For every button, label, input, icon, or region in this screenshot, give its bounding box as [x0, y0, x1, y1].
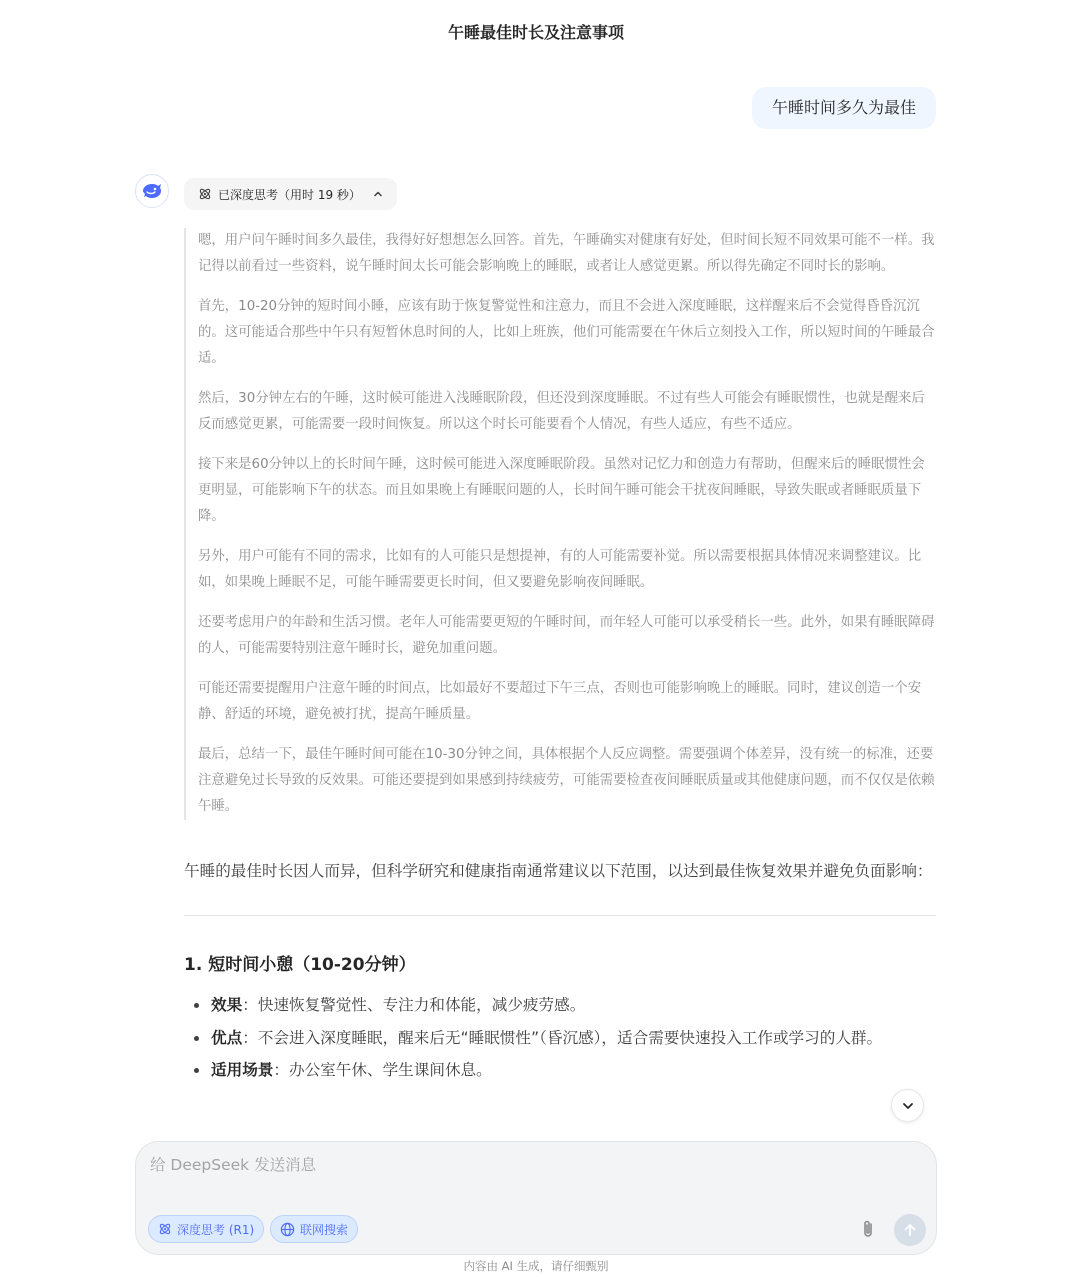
- thinking-toggle[interactable]: [184, 178, 397, 210]
- item-text: 办公室午休、学生课间休息。: [289, 1061, 492, 1079]
- thinking-paragraph: 另外，用户可能有不同的需求，比如有的人可能只是想提神，有的人可能需要补觉。所以需要根据具体情况来调整建议。比如，如果晚上睡眠不足，可能午睡需要更长时间，但又要避免影响夜间睡眠。: [198, 549, 922, 590]
- thinking-paragraph: 可能还需要提醒用户注意午睡的时间点，比如最好不要超过下午三点，否则也可能影响晚上的睡眠。同时，建议创造一个安静、舒适的环境，避免被打扰，提高午睡质量。: [198, 681, 922, 722]
- list-item: [184, 1054, 936, 1087]
- item-text: 快速恢复警觉性、专注力和体能，减少疲劳感。: [257, 996, 586, 1014]
- deep-think-label: 深度思考 (R1): [177, 1222, 255, 1237]
- paperclip-icon: [858, 1219, 878, 1241]
- assistant-avatar: [135, 174, 169, 208]
- item-separator: ：: [242, 1028, 258, 1047]
- item-text: 不会进入深度睡眠，醒来后无“睡眠惯性”（昏沉感），适合需要快速投入工作或学习的人群。: [257, 1028, 883, 1047]
- answer-intro: 午睡的最佳时长因人而异，但科学研究和健康指南通常建议以下范围，以达到最佳恢复效果并避免负面影响：: [184, 862, 933, 880]
- list-item: [184, 989, 936, 1022]
- thinking-paragraph: 首先，10-20分钟的短时间小睡，应该有助于恢复警觉性和注意力，而且不会进入深度睡眠，这样醒来后不会觉得昏昏沉沉的。这可能适合那些中午只有短暂休息时间的人，比如上班族，他们可能需要在午休后立刻投入工作，所以短时间的午睡最合适。: [198, 299, 935, 366]
- section-heading: 1. 短时间小憩（10-20分钟）: [184, 955, 416, 975]
- item-label: 适用场景: [211, 1061, 274, 1079]
- chevron-down-icon: [901, 1099, 915, 1113]
- scroll-to-bottom-button[interactable]: [891, 1089, 924, 1122]
- web-search-label: 联网搜索: [300, 1222, 349, 1237]
- thinking-paragraph: 嗯，用户问午睡时间多久最佳，我得好好想想怎么回答。首先，午睡确实对健康有好处，但时间长短不同效果可能不一样。我记得以前看过一些资料，说午睡时间太长可能会影响晚上的睡眠，或者让人感觉更累。所以得先确定不同时长的影响。: [198, 233, 935, 274]
- list-item: [184, 1022, 936, 1055]
- user-message-bubble: 午睡时间多久为最佳: [752, 87, 936, 129]
- deep-think-toggle[interactable]: [148, 1215, 264, 1243]
- conversation-title: 午睡最佳时长及注意事项: [447, 23, 624, 42]
- item-separator: ：: [242, 996, 258, 1014]
- assistant-answer: [184, 857, 936, 1087]
- thinking-label: 已深度思考（用时 19 秒）: [218, 187, 361, 202]
- message-composer: [135, 1141, 937, 1255]
- web-search-toggle[interactable]: [270, 1215, 358, 1243]
- item-label: 优点: [211, 1028, 243, 1047]
- message-input[interactable]: [150, 1156, 850, 1174]
- globe-icon: [280, 1222, 295, 1237]
- thinking-paragraph: 还要考虑用户的年龄和生活习惯。老年人可能需要更短的午睡时间，而年轻人可能可以承受稍长一些。此外，如果有睡眠障碍的人，可能需要特别注意午睡时长，避免加重问题。: [198, 615, 935, 656]
- atom-icon: [158, 1222, 172, 1236]
- item-separator: ：: [273, 1061, 289, 1079]
- send-button[interactable]: [894, 1214, 926, 1246]
- bullet-list: [184, 989, 936, 1087]
- deepseek-whale-icon: [140, 179, 164, 203]
- attach-button[interactable]: [854, 1216, 882, 1244]
- thinking-content: [184, 228, 936, 820]
- chevron-up-icon: [373, 189, 383, 199]
- ai-disclaimer: 内容由 AI 生成，请仔细甄别: [463, 1259, 609, 1273]
- atom-icon: [198, 187, 212, 201]
- thinking-paragraph: 最后，总结一下，最佳午睡时间可能在10-30分钟之间，具体根据个人反应调整。需要强调个体差异，没有统一的标准，还要注意避免过长导致的反效果。可能还要提到如果感到持续疲劳，可能需要检查夜间睡眠质量或其他健康问题，而不仅仅是依赖午睡。: [198, 747, 935, 814]
- divider: [184, 915, 936, 916]
- thinking-paragraph: 然后，30分钟左右的午睡，这时候可能进入浅睡眠阶段，但还没到深度睡眠。不过有些人可能会有睡眠惯性，也就是醒来后反而感觉更累，可能需要一段时间恢复。所以这个时长可能要看个人情况，有些人适应，有些不适应。: [198, 391, 925, 432]
- arrow-up-icon: [902, 1222, 918, 1238]
- item-label: 效果: [211, 996, 243, 1014]
- thinking-paragraph: 接下来是60分钟以上的长时间午睡，这时候可能进入深度睡眠阶段。虽然对记忆力和创造力有帮助，但醒来后的睡眠惯性会更明显，可能影响下午的状态。而且如果晚上有睡眠问题的人，长时间午睡可能会干扰夜间睡眠，导致失眠或者睡眠质量下降。: [198, 457, 925, 524]
